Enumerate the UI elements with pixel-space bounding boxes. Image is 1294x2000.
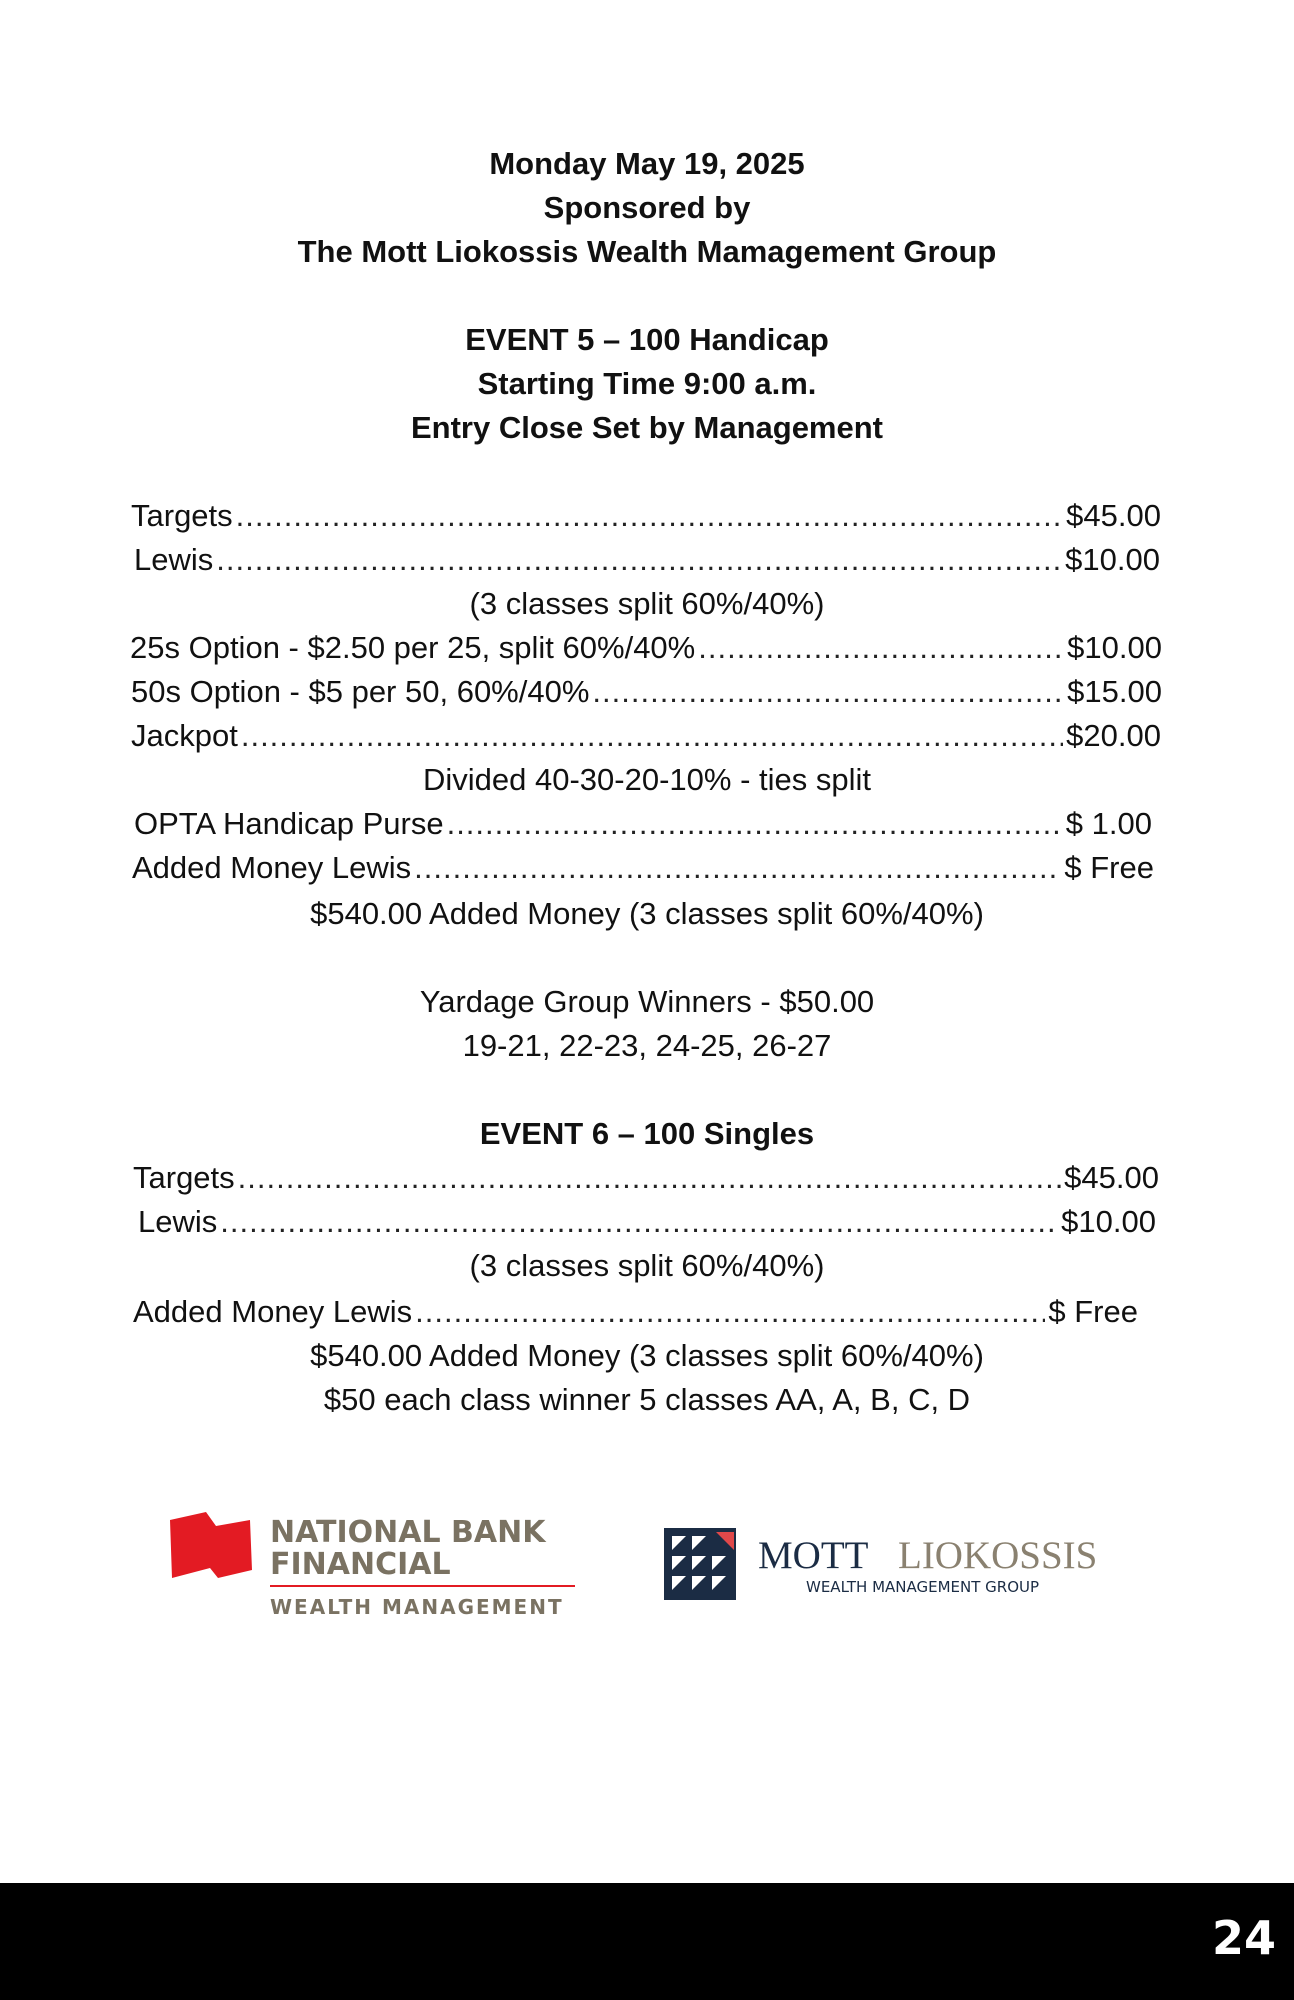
row-label: Targets	[133, 1160, 235, 1195]
yardage-group-title: Yardage Group Winners - $50.00	[419, 984, 875, 1019]
dot-leader	[220, 1200, 1058, 1244]
event5-row-25s-option	[130, 626, 1162, 670]
page-number: 24	[1211, 1911, 1276, 1965]
event5-row-added-money-lewis	[132, 846, 1154, 890]
row-price: $10.00	[1061, 1204, 1156, 1239]
nbf-divider	[270, 1585, 575, 1587]
event5-start-time: Starting Time 9:00 a.m.	[477, 366, 817, 401]
nbf-line1: NATIONAL BANK	[270, 1515, 546, 1550]
row-price: $45.00	[1064, 1160, 1159, 1195]
event5-row-50s-option	[131, 670, 1162, 714]
event6-lewis-note: (3 classes split 60%/40%)	[469, 1248, 825, 1283]
mott-liokossis-emblem-icon	[664, 1528, 736, 1600]
event6-row-lewis	[138, 1200, 1156, 1244]
dot-leader	[216, 538, 1062, 582]
row-price: $10.00	[1065, 542, 1160, 577]
mott-liokossis-logo	[662, 1526, 1122, 1602]
event6-class-winners: $50 each class winner 5 classes AA, A, B, C, D	[323, 1382, 971, 1417]
row-label: Added Money Lewis	[133, 1294, 413, 1329]
event5-row-targets	[131, 494, 1161, 538]
event5-title: EVENT 5 – 100 Handicap	[465, 322, 829, 357]
event5-lewis-note: (3 classes split 60%/40%)	[469, 586, 825, 621]
row-label: Jackpot	[131, 718, 238, 753]
row-label: 25s Option - $2.50 per 25, split 60%/40%	[130, 630, 696, 665]
row-label: Added Money Lewis	[132, 850, 412, 885]
event5-jackpot-note: Divided 40-30-20-10% - ties split	[423, 762, 871, 797]
dot-leader	[447, 802, 1063, 846]
row-price: $45.00	[1066, 498, 1161, 533]
row-label: Lewis	[138, 1204, 218, 1239]
dot-leader	[414, 846, 1061, 890]
event6-row-added-money-lewis	[133, 1290, 1138, 1334]
row-price: $ 1.00	[1065, 806, 1152, 841]
dot-leader	[415, 1290, 1045, 1334]
dot-leader	[592, 670, 1064, 714]
row-price: $ Free	[1048, 1294, 1138, 1329]
event5-row-lewis	[134, 538, 1160, 582]
row-price: $ Free	[1064, 850, 1154, 885]
row-label: Lewis	[134, 542, 214, 577]
sponsored-by-label: Sponsored by	[543, 190, 751, 225]
event5-added-money: $540.00 Added Money (3 classes split 60%/40%)	[310, 896, 984, 931]
row-label: Targets	[131, 498, 233, 533]
nbf-line2: FINANCIAL	[270, 1547, 451, 1582]
ml-word2: LIOKOSSIS	[898, 1534, 1098, 1577]
row-label: OPTA Handicap Purse	[134, 806, 444, 841]
yardage-groups: 19-21, 22-23, 24-25, 26-27	[462, 1028, 832, 1063]
national-bank-financial-logo	[168, 1508, 588, 1624]
dot-leader	[241, 714, 1063, 758]
event6-title: EVENT 6 – 100 Singles	[479, 1116, 815, 1151]
dot-leader	[236, 494, 1064, 538]
nbf-red-flag-icon	[170, 1512, 252, 1578]
nbf-line3: WEALTH MANAGEMENT	[270, 1595, 564, 1619]
row-label: 50s Option - $5 per 50, 60%/40%	[131, 674, 590, 709]
sponsor-name: The Mott Liokossis Wealth Mamagement Group	[297, 234, 997, 269]
event-date: Monday May 19, 2025	[489, 146, 805, 181]
row-price: $10.00	[1067, 630, 1162, 665]
event5-row-opta-purse	[134, 802, 1152, 846]
event6-added-money: $540.00 Added Money (3 classes split 60%/40%)	[310, 1338, 984, 1373]
dot-leader	[238, 1156, 1062, 1200]
event5-entry-close: Entry Close Set by Management	[410, 410, 883, 445]
footer-bar	[0, 1883, 1294, 2000]
row-price: $15.00	[1067, 674, 1162, 709]
event5-row-jackpot	[131, 714, 1161, 758]
ml-subtitle: WEALTH MANAGEMENT GROUP	[806, 1578, 1040, 1596]
event6-row-targets	[133, 1156, 1159, 1200]
ml-word1: MOTT	[758, 1534, 869, 1577]
dot-leader	[698, 626, 1064, 670]
row-price: $20.00	[1066, 718, 1161, 753]
